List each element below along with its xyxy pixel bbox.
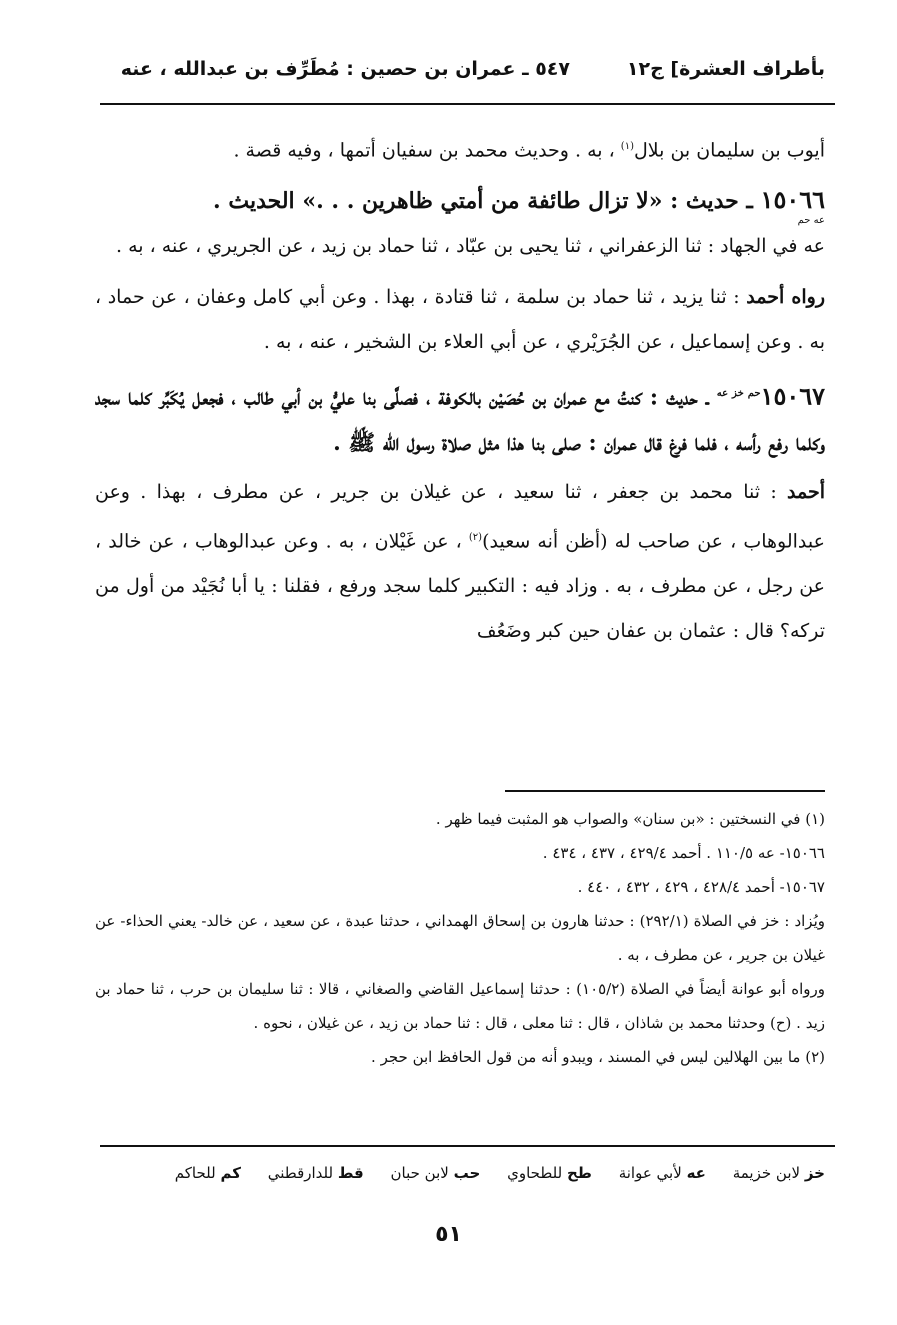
running-header xyxy=(112,58,825,92)
footnote-ref-15066: ١٥٠٦٦- عه ١١٠/٥ . أحمد ٤٢٩/٤ ، ٤٣٧ ، ٤٣٤ . xyxy=(542,844,825,862)
main-text xyxy=(95,124,825,654)
page-number: ٥١ xyxy=(435,1222,462,1247)
abbreviation-legend xyxy=(95,1164,825,1182)
legend-item: طح للطحاوي xyxy=(507,1164,592,1182)
footnotes xyxy=(95,802,825,1074)
legend-item: خز لابن خزيمة xyxy=(732,1164,825,1182)
header-divider xyxy=(100,103,835,105)
footnote-abu-awana: ورواه أبو عوانة أيضاً في الصلاة (١٠٥/٢) : حدثنا إسماعيل القاضي والصغاني ، قالا : ثنا سليمان بن حرب ، ثنا حماد بن زيد . (ح) وحدثنا محمد بن شاذان ، قال : ثنا معلى ، قال : ثنا حماد بن زيد ، عن غيلان ، نحوه . xyxy=(95,980,825,1032)
paragraph-3: رواه أحمد : ثنا يزيد ، ثنا حماد بن سلمة ، ثنا قتادة ، بهذا . وعن أبي كامل وعفان ، عن حماد ، به . وعن إسماعيل ، عن الجُرَيْري ، عن أبي العلاء بن الشخير ، عنه ، به . xyxy=(95,286,825,354)
paragraph-1: أيوب بن سليمان بن بلال$^{(١)}$ ، به . وحديث محمد بن سفيان أتمها ، وفيه قصة . xyxy=(233,139,825,162)
source-symbols: عه حم xyxy=(797,215,825,227)
header-title: ٥٤٧ ـ عمران بن حصين : مُطَرِّف بن عبدالله ، عنه xyxy=(120,58,570,80)
hadith-number: ١٥٠٦٦ xyxy=(760,185,825,215)
footnote-1: (١) في النسختين : «بن سنان» والصواب هو المثبت فيما ظهر . xyxy=(435,810,825,828)
legend-divider xyxy=(100,1145,835,1147)
hadith-15066: ١٥٠٦٦ ـ حديث : «لا تزال طائفة من أمتي ظاهرين . . .» الحديث . xyxy=(213,185,825,215)
legend-item: كم للحاكم xyxy=(174,1164,241,1182)
footnote-ref-2: (٢) xyxy=(468,531,483,543)
source-symbols: حم خز عه xyxy=(716,388,761,400)
legend-item: عه لأبي عوانة xyxy=(618,1164,706,1182)
legend-item: قط للدارقطني xyxy=(267,1164,364,1182)
legend-item: حب لابن حبان xyxy=(390,1164,481,1182)
footnote-2: (٢) ما بين الهلالين ليس في المسند ، ويبدو أنه من قول الحافظ ابن حجر . xyxy=(371,1048,825,1066)
paragraph-4: أحمد : ثنا محمد بن جعفر ، ثنا سعيد ، عن غيلان بن جرير ، عن مطرف ، بهذا . وعن عبدالوهاب ، عن صاحب له (أظن أنه سعيد)$^{(٢)}$ ، عن غَيْلان ، به . وعن عبدالوهاب ، عن خالد ، عن رجل ، عن مطرف ، به . وزاد فيه : التكبير كلما سجد ورفع ، فقلنا : يا أبا نُجَيْد من أول من تركه؟ قال : عثمان بن عفان حين كبر وضَعُف xyxy=(95,480,825,642)
footnote-ref-1: (١) xyxy=(620,141,634,152)
hadith-number: ١٥٠٦٧ xyxy=(760,381,826,411)
footnote-divider xyxy=(505,790,825,792)
header-volume: بأطراف العشرة] ج١٢ xyxy=(626,58,825,80)
footnote-additional: ويُزاد : خز في الصلاة (٢٩٢/١) : حدثنا هارون بن إسحاق الهمداني ، حدثنا عبدة ، عن سعيد ، عن خالد- يعني الحذاء- عن غيلان بن جرير ، عن مطرف ، به . xyxy=(95,912,825,964)
hadith-15067: $١٥٠٦٧^{حم خز عه}$ ـ حديث : كنتُ مع عمران بن حُصَيْن بالكوفة ، فصلَّى بنا عليُّ بن أبي طالب ، فجعل يُكَبِّر كلما سجد وكلما رفع رأسه ، فلما فرغ قال عمران : صلى بنا هذا مثل صلاة رسول الله ﷺ . xyxy=(95,381,826,456)
paragraph-2: عه في الجهاد : ثنا الزعفراني ، ثنا يحيى بن عبّاد ، ثنا حماد بن زيد ، عن الجريري ، عنه ، به . xyxy=(116,235,825,258)
footnote-ref-15067: ١٥٠٦٧- أحمد ٤٢٨/٤ ، ٤٢٩ ، ٤٣٢ ، ٤٤٠ . xyxy=(577,878,825,896)
